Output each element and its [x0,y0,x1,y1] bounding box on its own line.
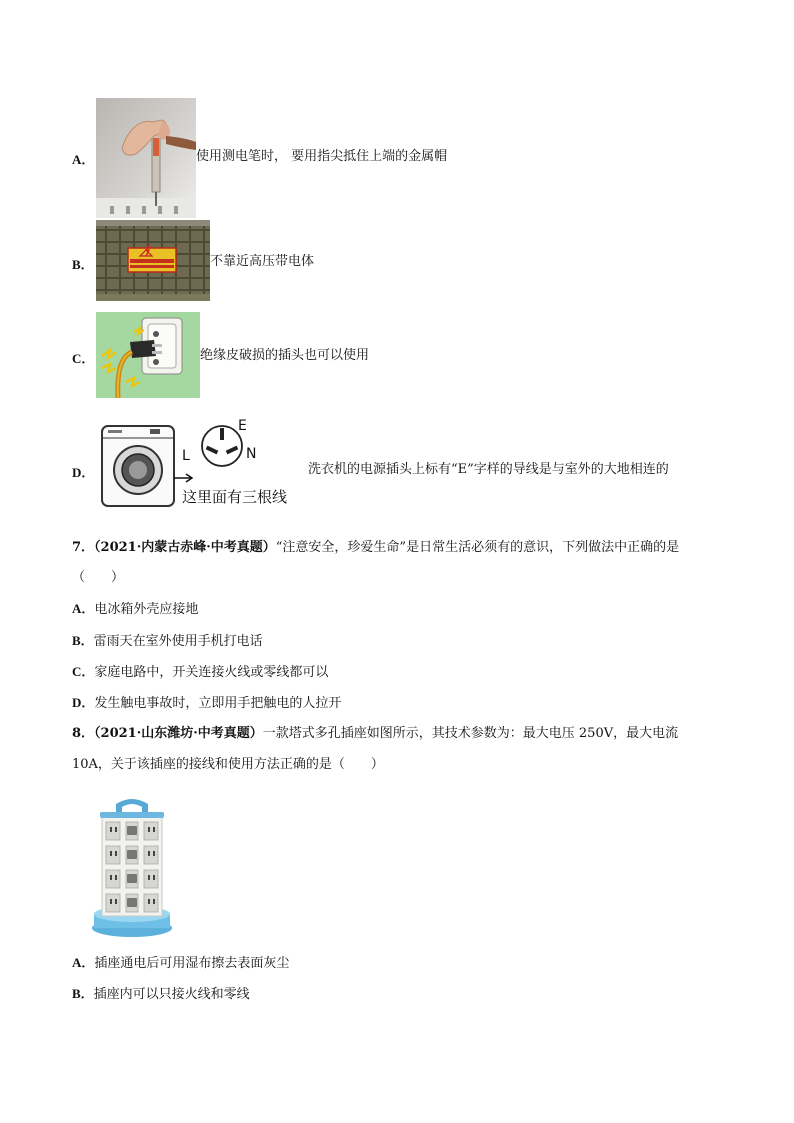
q7-option-d-text: 发生触电事故时，立即用手把触电的人拉开 [94,696,342,711]
q7-option-d [72,695,341,712]
diagram-label-e: E [238,418,247,434]
q7-number: 7． [72,540,95,555]
q8-stem-line1 [72,726,678,742]
q7-option-b [72,633,263,650]
tower-socket-image [88,794,176,938]
washing-machine-diagram [98,414,304,510]
damaged-plug-image [96,312,200,398]
option-d-text: 洗衣机的电源插头上标有“E”字样的导线是与室外的大地相连的 [308,462,669,477]
q8-stem-text: 一款塔式多孔插座如图所示，其技术参数为：最大电压 250V，最大电流 [262,726,679,741]
q7-stem-line1 [72,540,679,556]
option-c-text: 绝缘皮破损的插头也可以使用 [200,348,370,363]
q7-stem-text: “注意安全，珍爱生命”是日常生活必须有的意识，下列做法中正确的是 [275,540,680,555]
option-a-text: 使用测电笔时， 要用指尖抵住上端的金属帽 [196,149,448,164]
diagram-caption: 这里面有三根线 [182,488,288,506]
q8-option-b [72,986,250,1003]
option-b-label: B． [72,257,94,272]
q7-option-b-text: 雷雨天在室外使用手机打电话 [93,634,263,649]
q7-option-b-label: B． [72,633,94,648]
option-a-label: A． [72,152,95,167]
q7-option-d-label: D． [72,695,95,710]
q8-number: 8． [72,726,95,741]
option-d-label: D． [72,465,95,480]
option-c-label: C． [72,351,95,366]
q8-option-a [72,955,289,972]
q7-option-a-text: 电冰箱外壳应接地 [94,602,199,617]
q7-option-a-label: A． [72,601,95,616]
q7-stem-line2: （ ） [72,570,125,585]
q7-option-c-text: 家庭电路中，开关连接火线或零线都可以 [94,665,329,680]
q8-stem-line2: 10A，关于该插座的接线和使用方法正确的是（ ） [72,757,384,772]
q7-option-a [72,601,198,618]
q7-option-c [72,664,328,681]
q8-option-a-text: 插座通电后可用湿布擦去表面灰尘 [94,956,290,971]
high-voltage-image [96,220,210,301]
q8-option-b-text: 插座内可以只接火线和零线 [93,987,250,1002]
q7-option-c-label: C． [72,664,95,679]
q8-option-b-label: B． [72,986,94,1001]
diagram-label-l: L [182,448,190,464]
q7-source: （2021·内蒙古赤峰·中考真题） [94,540,276,555]
option-b-text: 不靠近高压带电体 [210,254,315,269]
q8-option-a-label: A． [72,955,95,970]
q8-source: （2021·山东潍坊·中考真题） [94,726,263,741]
tester-pen-image [96,98,196,218]
diagram-label-n: N [246,446,257,462]
